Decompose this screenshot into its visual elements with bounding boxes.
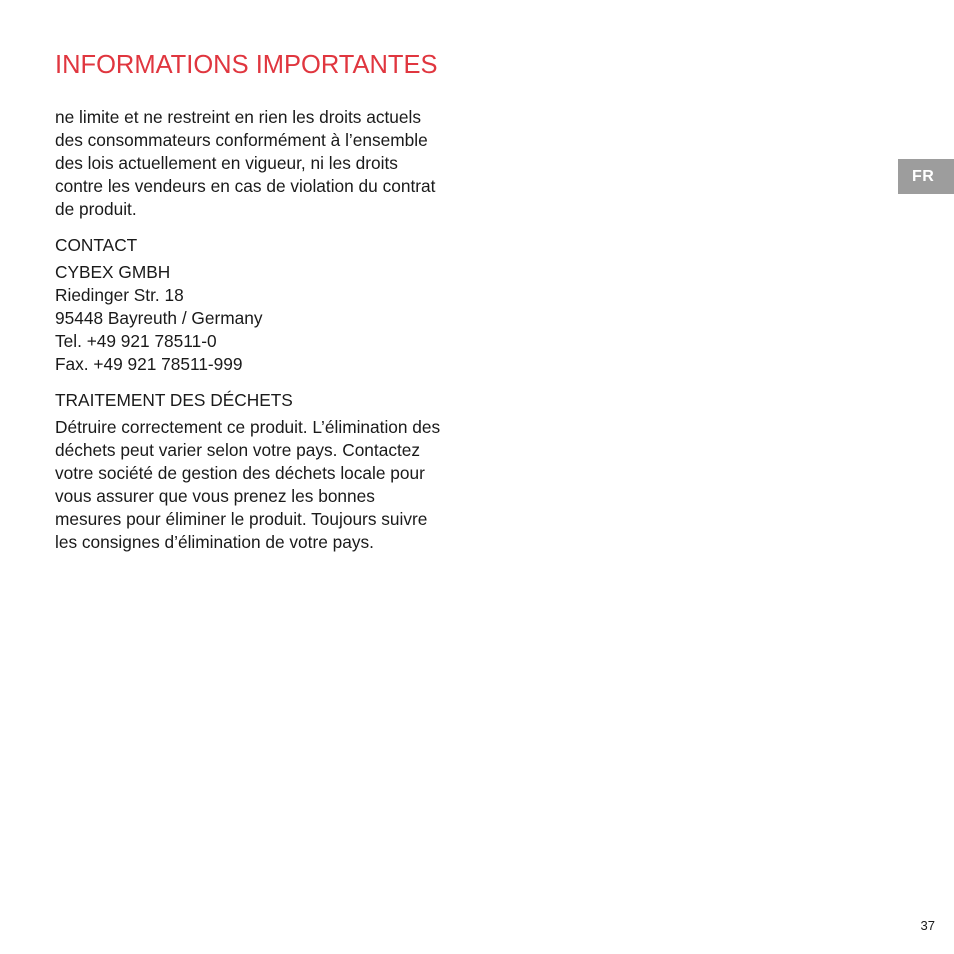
intro-paragraph: ne limite et ne restreint en rien les droits actuels des consommateurs conformément à l’ensemble des lois actuellement en vigueur, ni les droits contre les vendeurs en cas de violation du contrat de produit. — [55, 107, 436, 219]
fax: Fax. +49 921 78511-999 — [55, 354, 243, 374]
disposal-paragraph: Détruire correctement ce produit. L’élimination des déchets peut varier selon votre pays. Contactez votre société de gestion des déchets locale pour vous assurer que vous prenez les bonnes mesures pour éliminer le produit. Toujours suivre les consignes d’élimination de votre pays. — [55, 417, 441, 552]
contact-heading: CONTACT — [55, 235, 138, 255]
main-content — [55, 106, 445, 554]
page-number: 37 — [920, 918, 935, 933]
street-address: Riedinger Str. 18 — [55, 285, 184, 305]
language-tab: FR — [898, 159, 954, 194]
contact-section — [55, 234, 445, 376]
disposal-heading: TRAITEMENT DES DÉCHETS — [55, 390, 293, 410]
page-title: INFORMATIONS IMPORTANTES — [55, 51, 438, 79]
telephone: Tel. +49 921 78511-0 — [55, 331, 217, 351]
disposal-section — [55, 389, 445, 554]
city-address: 95448 Bayreuth / Germany — [55, 308, 263, 328]
company-name: CYBEX GMBH — [55, 262, 171, 282]
